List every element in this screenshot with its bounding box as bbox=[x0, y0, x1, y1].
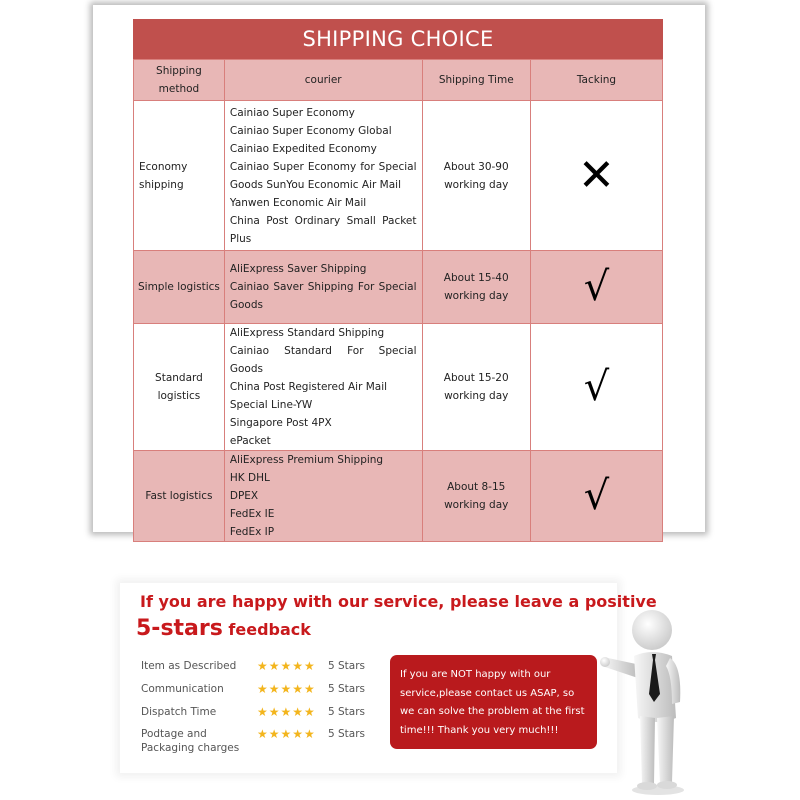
courier-item: Cainiao Super Economy Global bbox=[229, 124, 392, 137]
header-shipping-method: Shipping method bbox=[134, 60, 225, 101]
table-row bbox=[134, 101, 663, 251]
courier-item: FedEx IE bbox=[229, 508, 275, 520]
star-icons: ★★★★★ bbox=[257, 682, 316, 696]
courier-item: AliExpress Premium Shipping bbox=[229, 454, 384, 466]
feedback-headline: If you are happy with our service, please leave a positive bbox=[140, 592, 657, 611]
cross-icon: ✕ bbox=[578, 149, 615, 201]
courier-item: Special Line-YW bbox=[229, 399, 313, 411]
table-row bbox=[134, 451, 663, 542]
row-method: Fast logistics bbox=[134, 451, 225, 542]
row-time: About 15-40 working day bbox=[422, 251, 530, 324]
contact-message-box: If you are NOT happy with our service,please contact us ASAP, so we can solve the problem at the first time!!! Thank you very much!!! bbox=[390, 655, 597, 749]
rating-row bbox=[141, 705, 381, 725]
courier-item: FedEx IP bbox=[229, 526, 275, 538]
row-time: About 15-20 working day bbox=[422, 324, 530, 451]
rating-value: 5 Stars bbox=[328, 683, 366, 695]
five-stars-text: 5-stars bbox=[136, 616, 223, 641]
courier-item: Yanwen Economic Air Mail bbox=[229, 196, 367, 209]
shipping-title: SHIPPING CHOICE bbox=[133, 19, 663, 59]
rating-row bbox=[141, 682, 381, 702]
table-row bbox=[134, 251, 663, 324]
row-couriers bbox=[224, 451, 422, 542]
star-icons: ★★★★★ bbox=[257, 705, 316, 719]
courier-item: AliExpress Standard Shipping bbox=[229, 327, 385, 339]
courier-item: Cainiao Super Economy bbox=[229, 106, 355, 119]
row-method bbox=[134, 324, 225, 451]
courier-item: ePacket bbox=[229, 435, 271, 447]
shipping-table bbox=[133, 59, 663, 542]
courier-item: Cainiao Super Economy for Special Goods SunYou Economic Air Mail bbox=[229, 160, 417, 191]
rating-value: 5 Stars bbox=[328, 660, 366, 672]
feedback-subheadline bbox=[136, 616, 311, 641]
feedback-word: feedback bbox=[228, 620, 311, 639]
check-icon: √ bbox=[583, 364, 610, 410]
rating-row bbox=[141, 727, 381, 757]
header-tracking: Tacking bbox=[530, 60, 662, 101]
rating-label: Podtage and Packaging charges bbox=[141, 728, 240, 754]
header-courier: courier bbox=[224, 60, 422, 101]
row-time: About 8-15 working day bbox=[422, 451, 530, 542]
row-method: Simple logistics bbox=[134, 251, 225, 324]
rating-row bbox=[141, 659, 381, 679]
row-method-text: Economy shipping bbox=[139, 160, 188, 191]
table-row bbox=[134, 324, 663, 451]
courier-item: Singapore Post 4PX bbox=[229, 417, 332, 429]
row-tracking bbox=[530, 101, 662, 251]
courier-item: China Post Ordinary Small Packet Plus bbox=[229, 214, 417, 245]
star-icons: ★★★★★ bbox=[257, 727, 316, 741]
row-couriers bbox=[224, 251, 422, 324]
courier-item: AliExpress Saver Shipping bbox=[229, 263, 367, 275]
row-method-text: Standard logistics bbox=[155, 372, 203, 402]
header-shipping-time: Shipping Time bbox=[422, 60, 530, 101]
row-time: About 30-90 working day bbox=[422, 101, 530, 251]
courier-item: China Post Registered Air Mail bbox=[229, 381, 388, 393]
row-tracking bbox=[530, 324, 662, 451]
courier-item: Cainiao Saver Shipping For Special Goods bbox=[229, 281, 417, 311]
star-icons: ★★★★★ bbox=[257, 659, 316, 673]
rating-value: 5 Stars bbox=[328, 706, 366, 718]
rating-label: Communication bbox=[141, 683, 224, 695]
check-icon: √ bbox=[583, 473, 610, 519]
rating-value: 5 Stars bbox=[328, 728, 366, 740]
check-icon: √ bbox=[583, 264, 610, 310]
courier-item: HK DHL bbox=[229, 472, 270, 484]
row-tracking bbox=[530, 251, 662, 324]
row-method bbox=[134, 101, 225, 251]
courier-item: DPEX bbox=[229, 490, 259, 502]
courier-item: Cainiao Standard For Special Goods bbox=[229, 345, 417, 375]
row-couriers bbox=[224, 101, 422, 251]
rating-label: Dispatch Time bbox=[141, 706, 217, 718]
3d-man-illustration bbox=[600, 606, 690, 796]
table-header-row bbox=[134, 60, 663, 101]
courier-item: Cainiao Expedited Economy bbox=[229, 142, 377, 155]
row-couriers bbox=[224, 324, 422, 451]
row-tracking bbox=[530, 451, 662, 542]
rating-label: Item as Described bbox=[141, 660, 237, 672]
